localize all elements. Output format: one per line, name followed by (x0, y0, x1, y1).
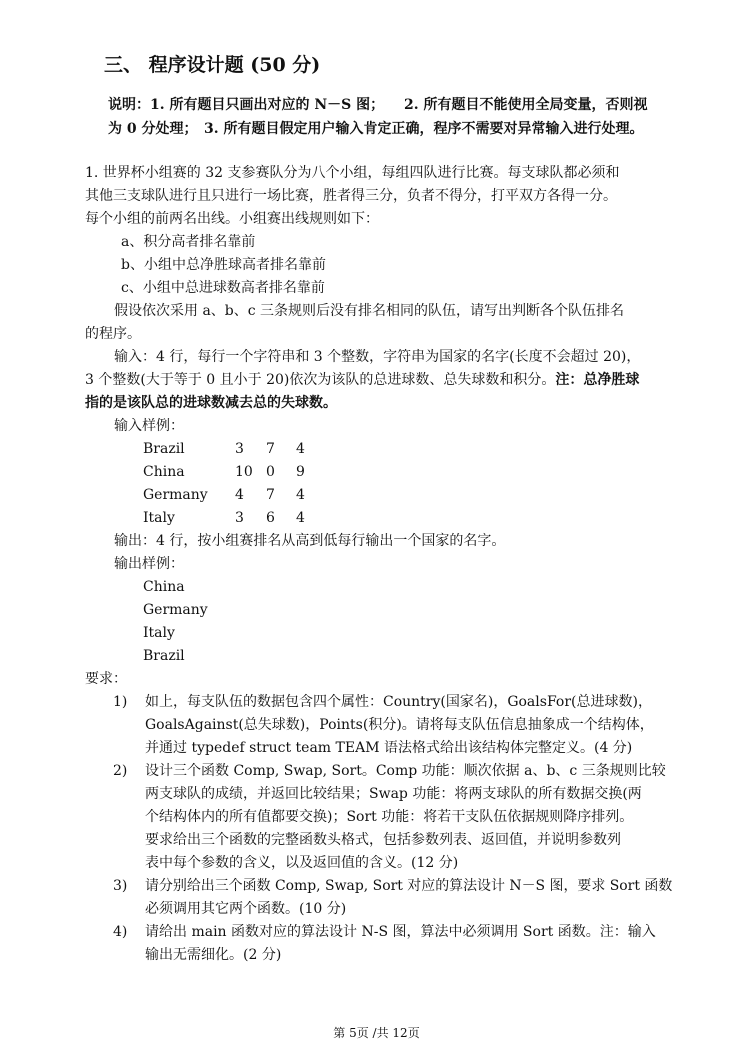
sample-points: 4 (296, 510, 305, 526)
input-description-plain: 3 个整数(大于等于 0 且小于 20)依次为该队的总进球数、总失球数和积分。 (85, 372, 556, 388)
requirement-line: 设计三个函数 Comp, Swap, Sort。Comp 功能：顺次依据 a、b、c 三条规则比较 (145, 763, 666, 779)
requirement-number: 3) (113, 878, 128, 894)
assumption-line: 的程序。 (85, 326, 141, 342)
output-row: Italy (143, 625, 175, 641)
input-note-bold-line: 指的是该队总的进球数减去总的失球数。 (85, 395, 337, 411)
requirement-line: GoalsAgainst(总失球数)，Points(积分)。请将每支队伍信息抽象成一个结构体， (145, 717, 654, 733)
page-footer: 第 5页 /共 12页 (333, 1026, 420, 1040)
sample-goals-for: 3 (235, 441, 244, 457)
requirement-number: 4) (113, 924, 128, 940)
sample-country: Brazil (143, 441, 185, 457)
requirement-line: 表中每个参数的含义，以及返回值的含义。(12 分) (145, 855, 459, 871)
input-note-bold: 注：总净胜球 (555, 372, 640, 388)
requirement-line: 两支球队的成绩，并返回比较结果；Swap 功能：将两支球队的所有数据交换(两 (145, 786, 642, 802)
input-description: 输入：4 行，每行一个字符串和 3 个整数，字符串为国家的名字(长度不会超过 20)， (114, 349, 641, 365)
assumption-line: 假设依次采用 a、b、c 三条规则后没有排名相同的队伍，请写出判断各个队伍排名 (114, 303, 625, 319)
sample-points: 4 (296, 487, 305, 503)
sample-goals-against: 7 (266, 441, 275, 457)
requirement-line: 输出无需细化。(2 分) (145, 947, 282, 963)
requirement-line: 必须调用其它两个函数。(10 分) (145, 901, 347, 917)
requirement-line: 个结构体内的所有值都要交换)；Sort 功能：将若干支队伍依据规则降序排列。 (145, 809, 634, 825)
requirement-line: 请给出 main 函数对应的算法设计 N-S 图，算法中必须调用 Sort 函数。注：输入 (145, 924, 656, 940)
sample-goals-against: 7 (266, 487, 275, 503)
sample-country: Italy (143, 510, 175, 526)
sample-goals-against: 0 (266, 464, 275, 480)
note-line-2a: 为 0 分处理； (108, 121, 198, 137)
output-row: China (143, 579, 185, 595)
requirement-line: 如上，每支队伍的数据包含四个属性：Country(国家名)，GoalsFor(总进球数)， (145, 694, 652, 710)
problem-text-line: 1. 世界杯小组赛的 32 支参赛队分为八个小组，每组四队进行比赛。每支球队都必须和 (85, 165, 620, 181)
requirement-number: 2) (113, 763, 128, 779)
note-line-1a: 说明：1. 所有题目只画出对应的 N－S 图； (108, 97, 385, 113)
rule-a: a、积分高者排名靠前 (121, 234, 256, 250)
sample-points: 9 (296, 464, 305, 480)
input-sample-label: 输入样例： (114, 418, 184, 434)
note-line-2b: 3. 所有题目假定用户输入肯定正确，程序不需要对异常输入进行处理。 (204, 121, 644, 137)
sample-goals-against: 6 (266, 510, 275, 526)
requirement-line: 并通过 typedef struct team TEAM 语法格式给出该结构体完整定义。(4 分) (145, 740, 633, 756)
input-description-line2 (85, 369, 639, 391)
output-row: Brazil (143, 648, 185, 664)
sample-goals-for: 4 (235, 487, 244, 503)
sample-goals-for: 10 (235, 464, 253, 480)
requirement-number: 1) (113, 694, 128, 710)
requirements-label: 要求： (85, 671, 127, 687)
section-title: 三、 程序设计题 (50 分) (104, 54, 321, 76)
requirement-line: 要求给出三个函数的完整函数头格式，包括参数列表、返回值，并说明参数列 (145, 832, 621, 848)
sample-country: Germany (143, 487, 208, 503)
sample-country: China (143, 464, 185, 480)
sample-goals-for: 3 (235, 510, 244, 526)
rule-b: b、小组中总净胜球高者排名靠前 (121, 257, 326, 273)
requirement-line: 请分别给出三个函数 Comp, Swap, Sort 对应的算法设计 N－S 图，要求 Sort 函数 (145, 878, 673, 894)
problem-text-line: 其他三支球队进行且只进行一场比赛，胜者得三分，负者不得分，打平双方各得一分。 (85, 188, 617, 204)
output-sample-label: 输出样例： (114, 556, 184, 572)
rule-c: c、小组中总进球数高者排名靠前 (121, 280, 325, 296)
note-line-1b: 2. 所有题目不能使用全局变量，否则视 (404, 97, 648, 113)
sample-points: 4 (296, 441, 305, 457)
problem-text-line: 每个小组的前两名出线。小组赛出线规则如下： (85, 211, 379, 227)
output-description: 输出：4 行，按小组赛排名从高到低每行输出一个国家的名字。 (114, 533, 506, 549)
output-row: Germany (143, 602, 208, 618)
